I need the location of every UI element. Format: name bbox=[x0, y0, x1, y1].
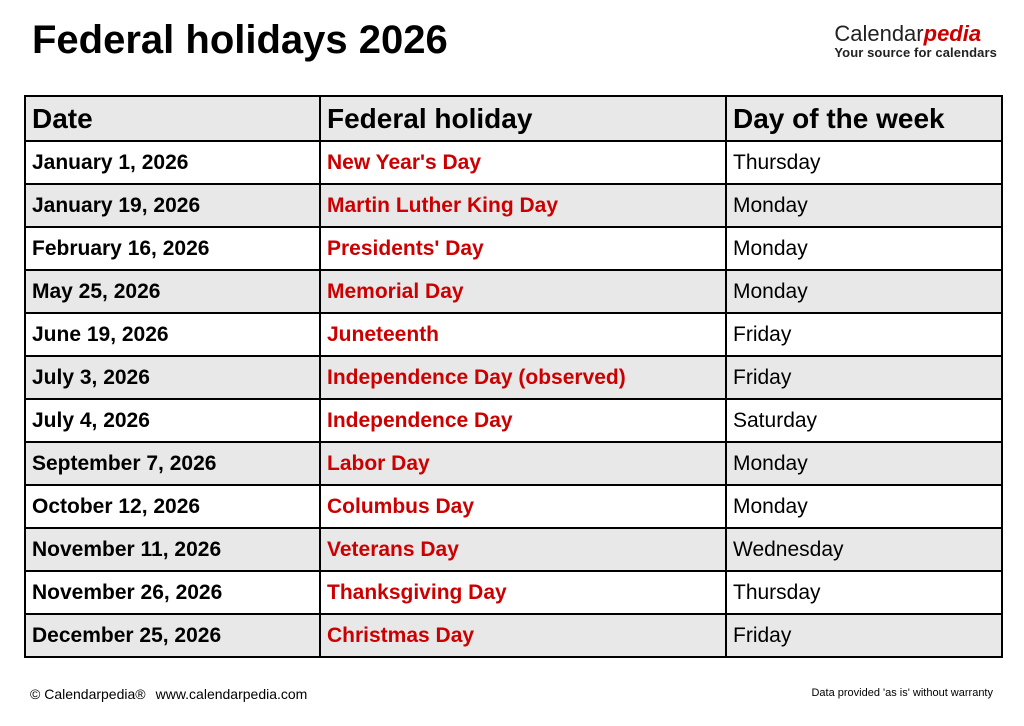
date-cell: November 26, 2026 bbox=[25, 571, 320, 614]
holiday-table bbox=[24, 95, 1003, 658]
footer-disclaimer: Data provided 'as is' without warranty bbox=[811, 687, 993, 699]
weekday-cell: Monday bbox=[726, 270, 1002, 313]
column-header-day: Day of the week bbox=[726, 96, 1002, 141]
page-title: Federal holidays 2026 bbox=[32, 18, 448, 62]
holiday-cell: New Year's Day bbox=[320, 141, 726, 184]
table-row bbox=[25, 614, 1002, 657]
holiday-cell: Veterans Day bbox=[320, 528, 726, 571]
weekday-cell: Monday bbox=[726, 442, 1002, 485]
table-row bbox=[25, 571, 1002, 614]
date-cell: December 25, 2026 bbox=[25, 614, 320, 657]
holiday-cell: Presidents' Day bbox=[320, 227, 726, 270]
holiday-cell: Christmas Day bbox=[320, 614, 726, 657]
table-row bbox=[25, 227, 1002, 270]
holiday-cell: Columbus Day bbox=[320, 485, 726, 528]
table-row bbox=[25, 485, 1002, 528]
date-cell: October 12, 2026 bbox=[25, 485, 320, 528]
holiday-cell: Independence Day (observed) bbox=[320, 356, 726, 399]
table-row bbox=[25, 270, 1002, 313]
column-header-date: Date bbox=[25, 96, 320, 141]
table-row bbox=[25, 313, 1002, 356]
weekday-cell: Monday bbox=[726, 485, 1002, 528]
footer-credits bbox=[30, 686, 307, 702]
date-cell: July 4, 2026 bbox=[25, 399, 320, 442]
date-cell: February 16, 2026 bbox=[25, 227, 320, 270]
holiday-cell: Memorial Day bbox=[320, 270, 726, 313]
table-row bbox=[25, 399, 1002, 442]
table-row bbox=[25, 141, 1002, 184]
table-row bbox=[25, 442, 1002, 485]
footer-copyright: © Calendarpedia® bbox=[30, 686, 146, 702]
footer-website-link[interactable]: www.calendarpedia.com bbox=[155, 686, 308, 702]
brand-tagline: Your source for calendars bbox=[834, 45, 997, 60]
weekday-cell: Friday bbox=[726, 614, 1002, 657]
date-cell: November 11, 2026 bbox=[25, 528, 320, 571]
table-row bbox=[25, 356, 1002, 399]
date-cell: September 7, 2026 bbox=[25, 442, 320, 485]
date-cell: January 19, 2026 bbox=[25, 184, 320, 227]
holiday-cell: Martin Luther King Day bbox=[320, 184, 726, 227]
holiday-cell: Thanksgiving Day bbox=[320, 571, 726, 614]
weekday-cell: Friday bbox=[726, 356, 1002, 399]
table-row bbox=[25, 184, 1002, 227]
brand-name-accent: pedia bbox=[923, 21, 982, 46]
brand-name-main: Calendar bbox=[834, 21, 924, 46]
weekday-cell: Thursday bbox=[726, 571, 1002, 614]
weekday-cell: Thursday bbox=[726, 141, 1002, 184]
weekday-cell: Monday bbox=[726, 184, 1002, 227]
date-cell: June 19, 2026 bbox=[25, 313, 320, 356]
holiday-cell: Labor Day bbox=[320, 442, 726, 485]
column-header-holiday: Federal holiday bbox=[320, 96, 726, 141]
date-cell: May 25, 2026 bbox=[25, 270, 320, 313]
weekday-cell: Wednesday bbox=[726, 528, 1002, 571]
table-header-row bbox=[25, 96, 1002, 141]
date-cell: January 1, 2026 bbox=[25, 141, 320, 184]
brand-name bbox=[834, 22, 997, 46]
date-cell: July 3, 2026 bbox=[25, 356, 320, 399]
weekday-cell: Monday bbox=[726, 227, 1002, 270]
weekday-cell: Friday bbox=[726, 313, 1002, 356]
weekday-cell: Saturday bbox=[726, 399, 1002, 442]
table-row bbox=[25, 528, 1002, 571]
brand-logo[interactable] bbox=[834, 22, 997, 60]
holiday-cell: Juneteenth bbox=[320, 313, 726, 356]
holiday-cell: Independence Day bbox=[320, 399, 726, 442]
